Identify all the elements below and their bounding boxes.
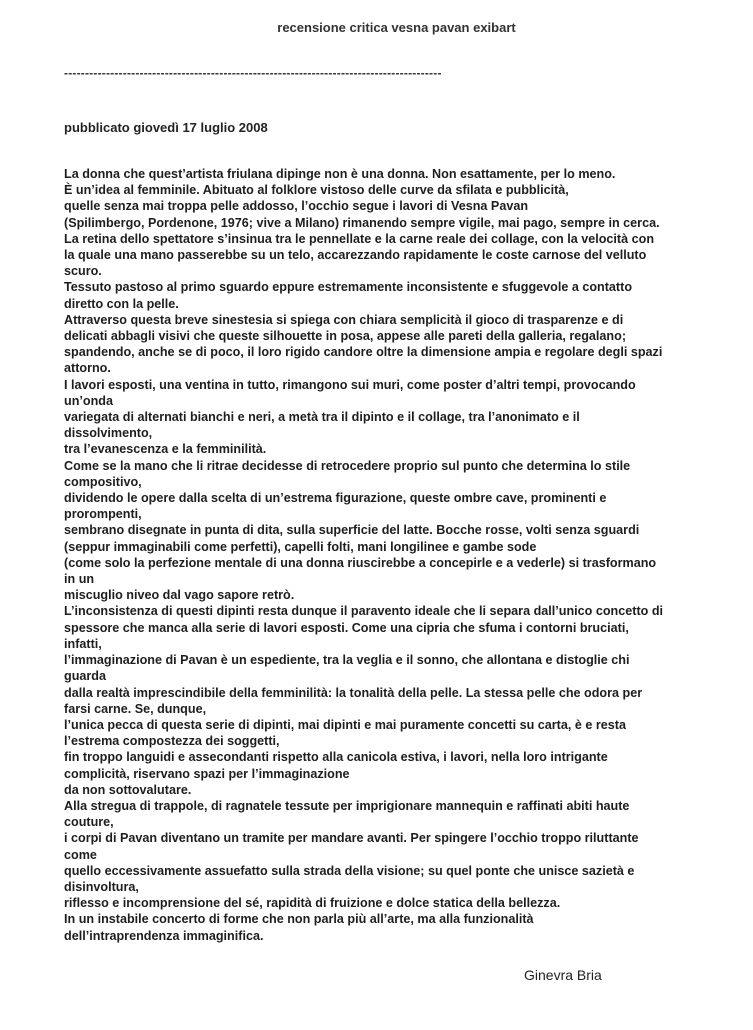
body-line: l’unica pecca di questa serie di dipinti, mai dipinti e mai puramente concetti su carta, è e resta — [64, 717, 626, 732]
body-line: (seppur immaginabili come perfetti), capelli folti, mani longilinee e gambe sode — [64, 539, 537, 554]
body-line: un’onda — [64, 393, 113, 408]
body-line: spessore che manca alla serie di lavori esposti. Come una cipria che sfuma i contorni bruciati, — [64, 620, 629, 635]
body-line: fin troppo languidi e assecondanti rispetto alla canicola estiva, i lavori, nella loro intrigante — [64, 750, 608, 765]
body-line: I lavori esposti, una ventina in tutto, rimangono sui muri, come poster d’altri tempi, provocando — [64, 377, 636, 392]
body-line: infatti, — [64, 636, 102, 651]
body-line: come — [64, 847, 97, 862]
body-line: la quale una mano passerebbe su un telo, accarezzando rapidamente le coste carnose del velluto — [64, 248, 647, 263]
body-line: farsi carne. Se, dunque, — [64, 701, 207, 716]
body-line: guarda — [64, 669, 106, 684]
body-line: attorno. — [64, 361, 111, 376]
body-line: L’inconsistenza di questi dipinti resta dunque il paravento ideale che li separa dall’unico concetto di — [64, 604, 664, 619]
body-line: La retina dello spettatore s’insinua tra le pennellate e la carne reale dei collage, con la velocità con — [64, 231, 655, 246]
body-line: dissolvimento, — [64, 426, 153, 441]
body-line: da non sottovalutare. — [64, 782, 192, 797]
body-line: dalla realtà imprescindibile della femminilità: la tonalità della pelle. La stessa pelle che odora per — [64, 685, 643, 700]
body-line: riflesso e incomprensione del sé, rapidità di fruizione e dolce statica della bellezza. — [64, 896, 561, 911]
body-line: in un — [64, 572, 95, 587]
body-line: È un’idea al femminile. Abituato al folklore vistoso delle curve da sfilata e pubblicità, — [64, 183, 569, 198]
divider-line: ------------------------------------------------------------------------------------------ — [64, 66, 442, 80]
body-line: dell’intraprendenza immaginifica. — [64, 928, 264, 943]
body-line: tra l’evanescenza e la femminilità. — [64, 442, 267, 457]
body-line: Alla stregua di trappole, di ragnatele tessute per imprigionare mannequin e raffinati abiti haute — [64, 798, 630, 813]
review-body — [64, 166, 744, 944]
body-line: compositivo, — [64, 474, 142, 489]
body-line: (come solo la perfezione mentale di una donna riuscirebbe a concepirle e a vederle) si trasformano — [64, 555, 657, 570]
body-line: miscuglio niveo dal vago sapore retrò. — [64, 588, 295, 603]
body-line: Attraverso questa breve sinestesia si spiega con chiara semplicità il gioco di trasparenze e di — [64, 312, 624, 327]
body-line: La donna che quest’artista friulana dipinge non è una donna. Non esattamente, per lo meno. — [64, 167, 616, 181]
body-line: couture, — [64, 815, 114, 830]
publication-date: pubblicato giovedì 17 luglio 2008 — [64, 120, 268, 135]
body-line: spandendo, anche se di poco, il loro rigido candore oltre la dimensione ampia e regolare degli spazi — [64, 345, 663, 360]
body-line: prorompenti, — [64, 507, 142, 522]
body-line: delicati abbagli visivi che queste silhouette in posa, appese alle pareti della galleria, regalano; — [64, 329, 627, 344]
author-signature: Ginevra Bria — [524, 967, 602, 983]
body-line: scuro. — [64, 264, 102, 279]
body-line: (Spilimbergo, Pordenone, 1976; vive a Milano) rimanendo sempre vigile, mai pago, sempre in cerca. — [64, 215, 660, 230]
body-line: quello eccessivamente assuefatto sulla strada della visione; su quel ponte che unisce sazietà e — [64, 863, 635, 878]
body-line: disinvoltura, — [64, 879, 139, 894]
body-line: variegata di alternati bianchi e neri, a metà tra il dipinto e il collage, tra l’anonimato e il — [64, 410, 580, 425]
body-line: Tessuto pastoso al primo sguardo eppure estremamente inconsistente e sfuggevole a contatto — [64, 280, 633, 295]
body-line: In un instabile concerto di forme che non parla più all’arte, ma alla funzionalità — [64, 912, 534, 927]
body-line: dividendo le opere dalla scelta di un’estrema figurazione, queste ombre cave, prominenti e — [64, 491, 607, 506]
body-line: l’estrema compostezza dei soggetti, — [64, 734, 280, 749]
body-line: quelle senza mai troppa pelle addosso, l’occhio segue i lavori di Vesna Pavan — [64, 199, 529, 214]
body-line: sembrano disegnate in punta di dita, sulla superficie del latte. Bocche rosse, volti senza sguardi — [64, 523, 640, 538]
body-line: Come se la mano che li ritrae decidesse di retrocedere proprio sul punto che determina lo stile — [64, 458, 631, 473]
body-line: i corpi di Pavan diventano un tramite per mandare avanti. Per spingere l’occhio troppo riluttante — [64, 831, 639, 846]
document-title: recensione critica vesna pavan exibart — [277, 20, 516, 35]
body-line: l’immaginazione di Pavan è un espediente, tra la veglia e il sonno, che allontana e distoglie chi — [64, 653, 630, 668]
body-line: diretto con la pelle. — [64, 296, 179, 311]
body-line: complicità, riservano spazi per l’immaginazione — [64, 766, 350, 781]
